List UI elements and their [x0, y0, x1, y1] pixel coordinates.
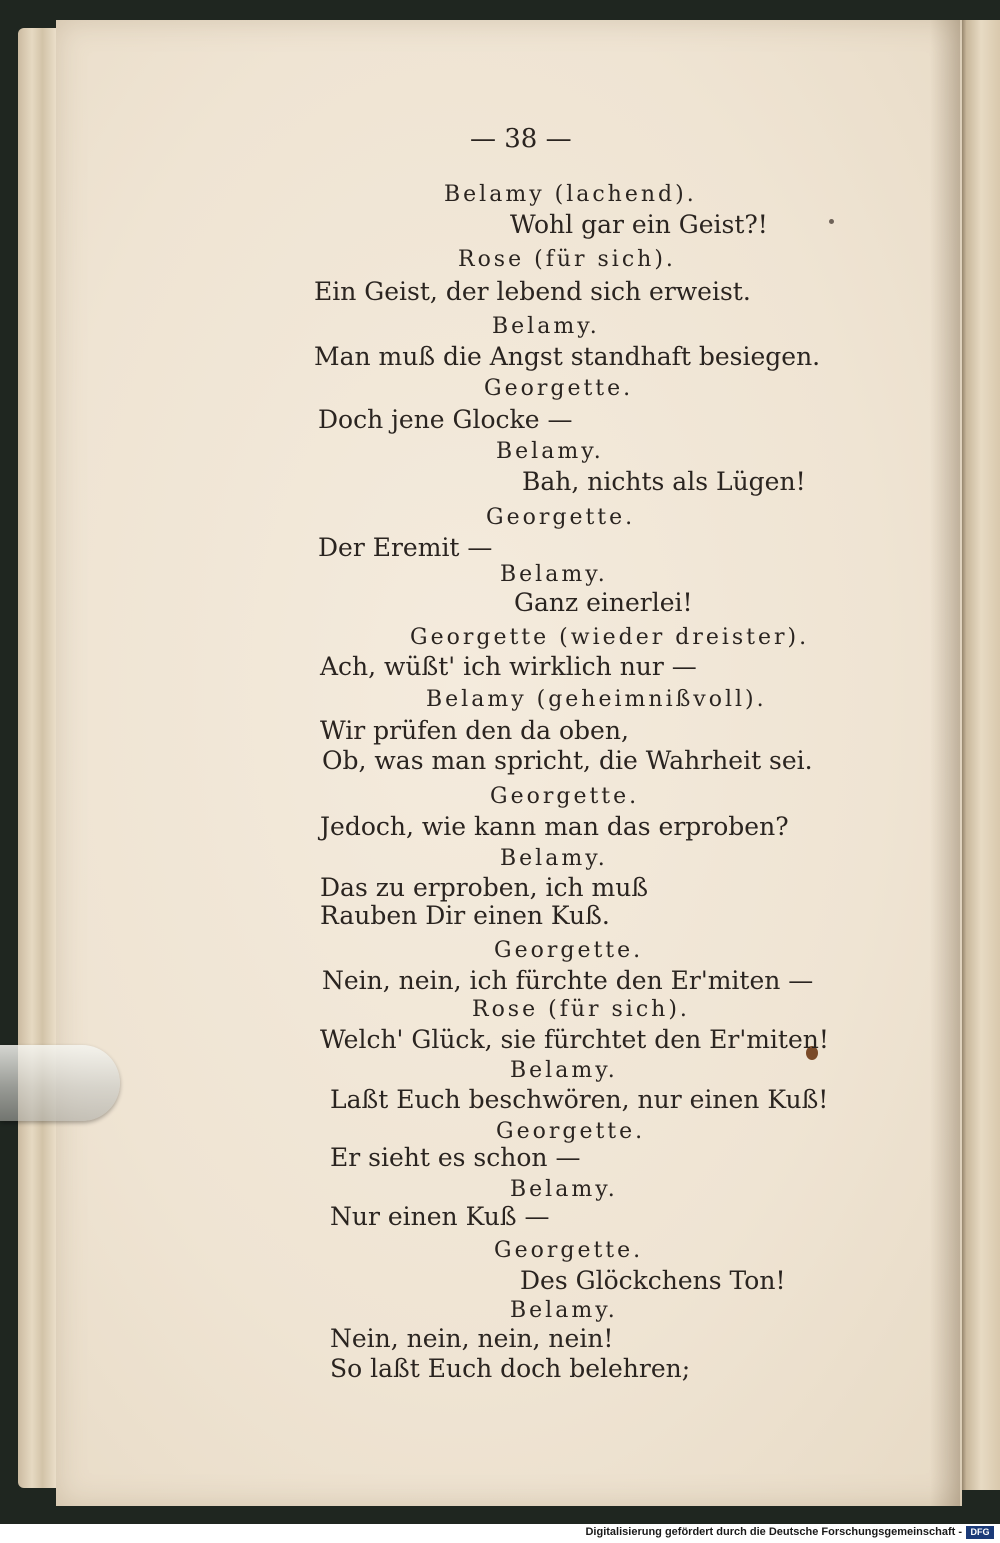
- page-clip: [0, 1045, 120, 1121]
- verse-line: Laßt Euch beschwören, nur einen Kuß!: [330, 1085, 829, 1114]
- next-page-edge: [958, 20, 1000, 1490]
- speaker-line: Rose (für sich).: [458, 247, 676, 272]
- speaker-line: Georgette.: [494, 938, 644, 963]
- verse-line: So laßt Euch doch belehren;: [330, 1354, 691, 1383]
- speaker-line: Belamy.: [510, 1177, 618, 1202]
- verse-line: Der Eremit —: [318, 533, 493, 562]
- verse-line: Nein, nein, nein, nein!: [330, 1324, 614, 1353]
- speaker-line: Belamy.: [496, 439, 604, 464]
- paper-speck: [829, 219, 834, 224]
- verse-line: Wohl gar ein Geist?!: [510, 210, 768, 239]
- speaker-line: Georgette.: [494, 1238, 644, 1263]
- speaker-line: Belamy.: [510, 1058, 618, 1083]
- verse-line: Nein, nein, ich fürchte den Er'miten —: [322, 966, 814, 995]
- dfg-logo: DFG: [966, 1526, 994, 1539]
- speaker-line: Belamy.: [510, 1298, 618, 1323]
- spine-shadow: [930, 20, 960, 1506]
- speaker-line: Belamy.: [500, 846, 608, 871]
- verse-line: Des Glöckchens Ton!: [520, 1266, 786, 1295]
- verse-line: Doch jene Glocke —: [318, 405, 573, 434]
- verse-line: Ach, wüßt' ich wirklich nur —: [320, 652, 697, 681]
- verse-line: Bah, nichts als Lügen!: [522, 467, 806, 496]
- funding-credit: Digitalisierung gefördert durch die Deutsche Forschungsgemeinschaft -: [585, 1526, 962, 1538]
- speaker-line: Georgette (wieder dreister).: [410, 625, 810, 650]
- verse-line: Ob, was man spricht, die Wahrheit sei.: [322, 746, 813, 775]
- verse-line: Wir prüfen den da oben,: [320, 716, 629, 745]
- page-number: — 38 —: [470, 124, 572, 154]
- verse-line: Nur einen Kuß —: [330, 1202, 550, 1231]
- speaker-line: Georgette.: [496, 1119, 646, 1144]
- verse-line: Man muß die Angst standhaft besiegen.: [314, 342, 821, 371]
- verse-line: Ein Geist, der lebend sich erweist.: [314, 277, 751, 306]
- verse-line: Rauben Dir einen Kuß.: [320, 901, 610, 930]
- speaker-line: Belamy.: [500, 562, 608, 587]
- footer-bar: [0, 1524, 1000, 1543]
- speaker-line: Georgette.: [490, 784, 640, 809]
- verse-line: Jedoch, wie kann man das erproben?: [320, 812, 789, 841]
- verse-line: Ganz einerlei!: [514, 588, 693, 617]
- speaker-line: Belamy (lachend).: [444, 182, 697, 207]
- speaker-line: Belamy (geheimnißvoll).: [426, 687, 767, 712]
- speaker-line: Rose (für sich).: [472, 997, 690, 1022]
- verse-line: Welch' Glück, sie fürchtet den Er'miten!: [320, 1025, 829, 1054]
- speaker-line: Georgette.: [484, 376, 634, 401]
- speaker-line: Georgette.: [486, 505, 636, 530]
- verse-line: Er sieht es schon —: [330, 1143, 581, 1172]
- verse-line: Das zu erproben, ich muß: [320, 873, 649, 902]
- speaker-line: Belamy.: [492, 314, 600, 339]
